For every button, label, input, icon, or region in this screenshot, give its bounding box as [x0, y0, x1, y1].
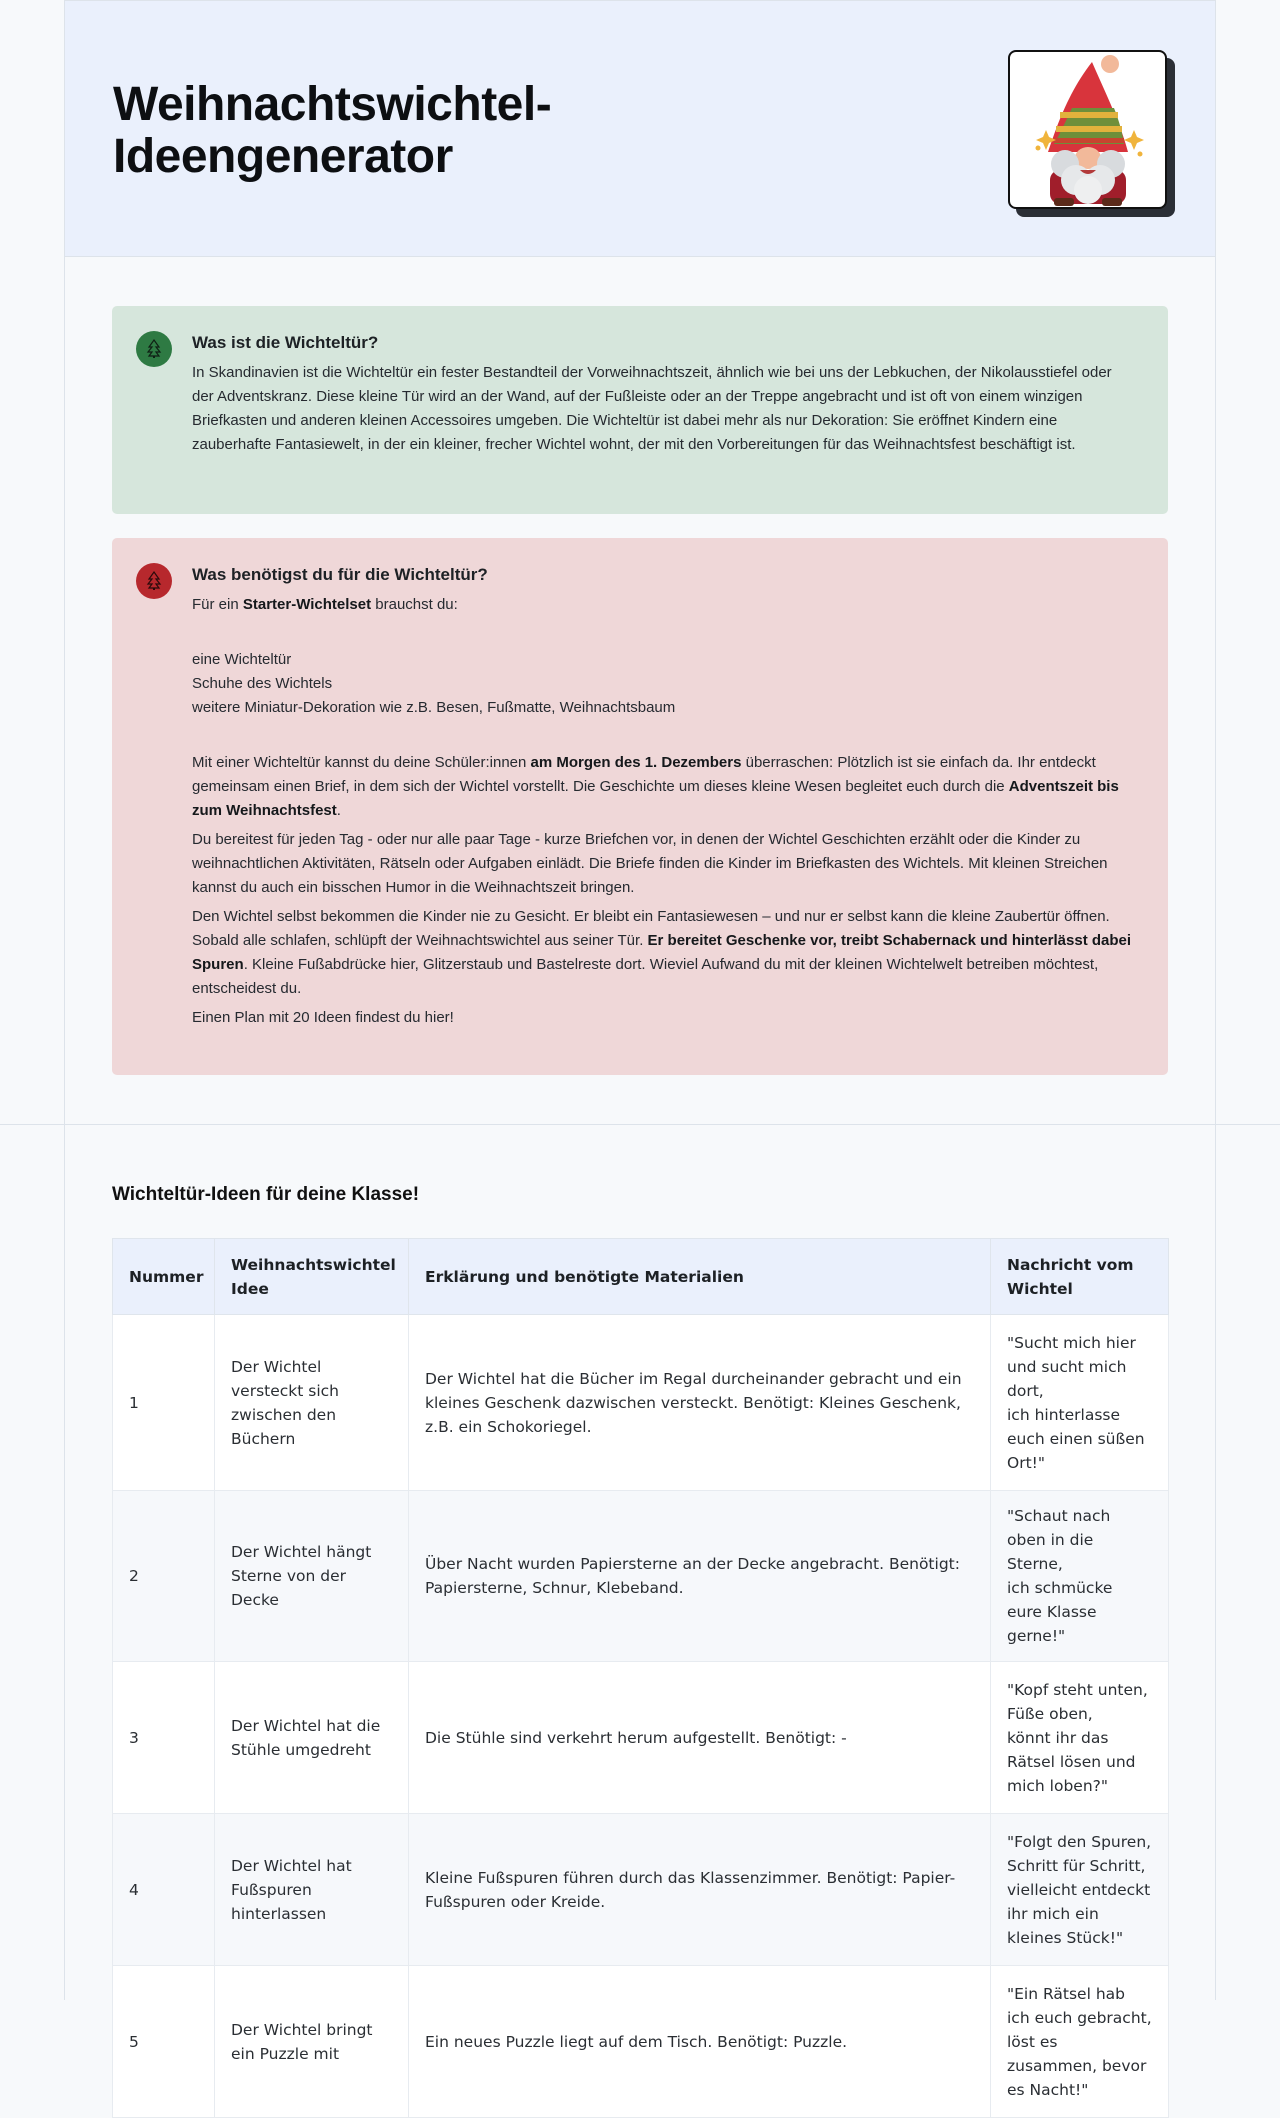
- info-text: In Skandinavien ist die Wichteltür ein fester Bestandteil der Vorweihnachtszeit, ähnlich wie bei uns der Lebkuchen, der Nikolausstiefel oder der Adventskranz. Diese kleine Tür wird an der Wand, auf der Fußleiste oder an der Treppe angebracht und ist oft von einem winzigen Briefkasten und anderen kleinen Accessoires umgeben. Die Wichteltür ist dabei mehr als nur Dekoration: Sie eröffnet Kindern eine zauberhafte Fantasiewelt, in der ein kleiner, frecher Wichtel wohnt, der mit den Vorbereitungen für das Weihnachtsfest beschäftigt ist.: [192, 364, 1112, 453]
- page-title: Weihnachtswichtel-Ideengenerator: [113, 78, 552, 183]
- cell-explanation: Über Nacht wurden Papiersterne an der Decke angebracht. Benötigt: Papiersterne, Schnur, Klebeband.: [409, 1491, 991, 1662]
- cell-message: "Sucht mich hier und sucht mich dort, ich hinterlasse euch einen süßen Ort!": [991, 1315, 1169, 1491]
- ideas-table: [112, 1238, 1169, 2118]
- cell-message: "Ein Rätsel hab ich euch gebracht, löst es zusammen, bevor es Nacht!": [991, 1966, 1169, 2118]
- plan-link-text: Einen Plan mit 20 Ideen findest du hier!: [192, 1009, 454, 1026]
- column-header: Nachricht vom Wichtel: [991, 1239, 1169, 1315]
- section-divider: [0, 1124, 1280, 1125]
- cell-message: "Folgt den Spuren, Schritt für Schritt, vielleicht entdeckt ihr mich ein kleines Stück!": [991, 1814, 1169, 1966]
- list-item: eine Wichteltür: [192, 651, 292, 668]
- list-item: weitere Miniatur-Dekoration wie z.B. Besen, Fußmatte, Weihnachtsbaum: [192, 699, 676, 716]
- tree-icon: [136, 563, 172, 599]
- needs-callout: [112, 538, 1168, 1075]
- gnome-icon: [1010, 52, 1165, 207]
- column-header: Weihnachtswichtel Idee: [215, 1239, 409, 1315]
- cell-idea: Der Wichtel versteckt sich zwischen den Büchern: [215, 1315, 409, 1491]
- ideas-title: Wichteltür-Ideen für deine Klasse!: [112, 1184, 420, 1205]
- cell-explanation: Der Wichtel hat die Bücher im Regal durcheinander gebracht und ein kleines Geschenk dazwischen versteckt. Benötigt: Kleines Geschenk, z.B. ein Schokoriegel.: [409, 1315, 991, 1491]
- needs-paragraph: Du bereitest für jeden Tag - oder nur alle paar Tage - kurze Briefchen vor, in denen der Wichtel Geschichten erzählt oder die Kinder zu weihnachtlichen Aktivitäten, Rätseln oder Aufgaben einlädt. Die Briefe finden die Kinder im Briefkasten des Wichtels. Mit kleinen Streichen kannst du auch ein bisschen Humor in die Weihnachtszeit bringen.: [192, 831, 1108, 896]
- info-heading: Was ist die Wichteltür?: [192, 333, 379, 352]
- needs-heading: Was benötigst du für die Wichteltür?: [192, 565, 488, 584]
- table-row: [113, 1814, 1169, 1966]
- cell-explanation: Kleine Fußspuren führen durch das Klassenzimmer. Benötigt: Papier-Fußspuren oder Kreide.: [409, 1814, 991, 1966]
- cell-idea: Der Wichtel bringt ein Puzzle mit: [215, 1966, 409, 2118]
- table-row: [113, 1491, 1169, 1662]
- cell-idea: Der Wichtel hat Fußspuren hinterlassen: [215, 1814, 409, 1966]
- page-header: [65, 0, 1215, 257]
- cell-number: 1: [113, 1315, 215, 1491]
- gnome-logo: [1008, 50, 1167, 209]
- table-header-row: [113, 1239, 1169, 1315]
- cell-number: 3: [113, 1662, 215, 1814]
- needs-intro: Für ein Starter-Wichtelset brauchst du:: [192, 596, 458, 613]
- column-header: Erklärung und benötigte Materialien: [409, 1239, 991, 1315]
- cell-message: "Kopf steht unten, Füße oben, könnt ihr das Rätsel lösen und mich loben?": [991, 1662, 1169, 1814]
- table-row: [113, 1966, 1169, 2118]
- cell-number: 2: [113, 1491, 215, 1662]
- tree-icon: [136, 331, 172, 367]
- cell-idea: Der Wichtel hat die Stühle umgedreht: [215, 1662, 409, 1814]
- starter-set-list: [192, 648, 1136, 720]
- column-header: Nummer: [113, 1239, 215, 1315]
- needs-paragraph: Den Wichtel selbst bekommen die Kinder nie zu Gesicht. Er bleibt ein Fantasiewesen – und nur er selbst kann die kleine Zaubertür öffnen. Sobald alle schlafen, schlüpft der Weihnachtswichtel aus seiner Tür. Er bereitet Geschenke vor, treibt Schabernack und hinterlässt dabei Spuren. Kleine Fußabdrücke hier, Glitzerstaub und Bastelreste dort. Wieviel Aufwand du mit der kleinen Wichtelwelt betreiben möchtest, entscheidest du.: [192, 908, 1132, 997]
- cell-number: 4: [113, 1814, 215, 1966]
- table-row: [113, 1662, 1169, 1814]
- cell-explanation: Ein neues Puzzle liegt auf dem Tisch. Benötigt: Puzzle.: [409, 1966, 991, 2118]
- info-callout: [112, 306, 1168, 514]
- needs-paragraph: Mit einer Wichteltür kannst du deine Schüler:innen am Morgen des 1. Dezembers überraschen: Plötzlich ist sie einfach da. Ihr entdeckt gemeinsam einen Brief, in dem sich der Wichtel vorstellt. Die Geschichte um dieses kleine Wesen begleitet euch durch die Adventszeit bis zum Weihnachtsfest.: [192, 754, 1119, 819]
- cell-idea: Der Wichtel hängt Sterne von der Decke: [215, 1491, 409, 1662]
- list-item: Schuhe des Wichtels: [192, 675, 333, 692]
- cell-message: "Schaut nach oben in die Sterne, ich schmücke eure Klasse gerne!": [991, 1491, 1169, 1662]
- table-row: [113, 1315, 1169, 1491]
- cell-explanation: Die Stühle sind verkehrt herum aufgestellt. Benötigt: -: [409, 1662, 991, 1814]
- cell-number: 5: [113, 1966, 215, 2118]
